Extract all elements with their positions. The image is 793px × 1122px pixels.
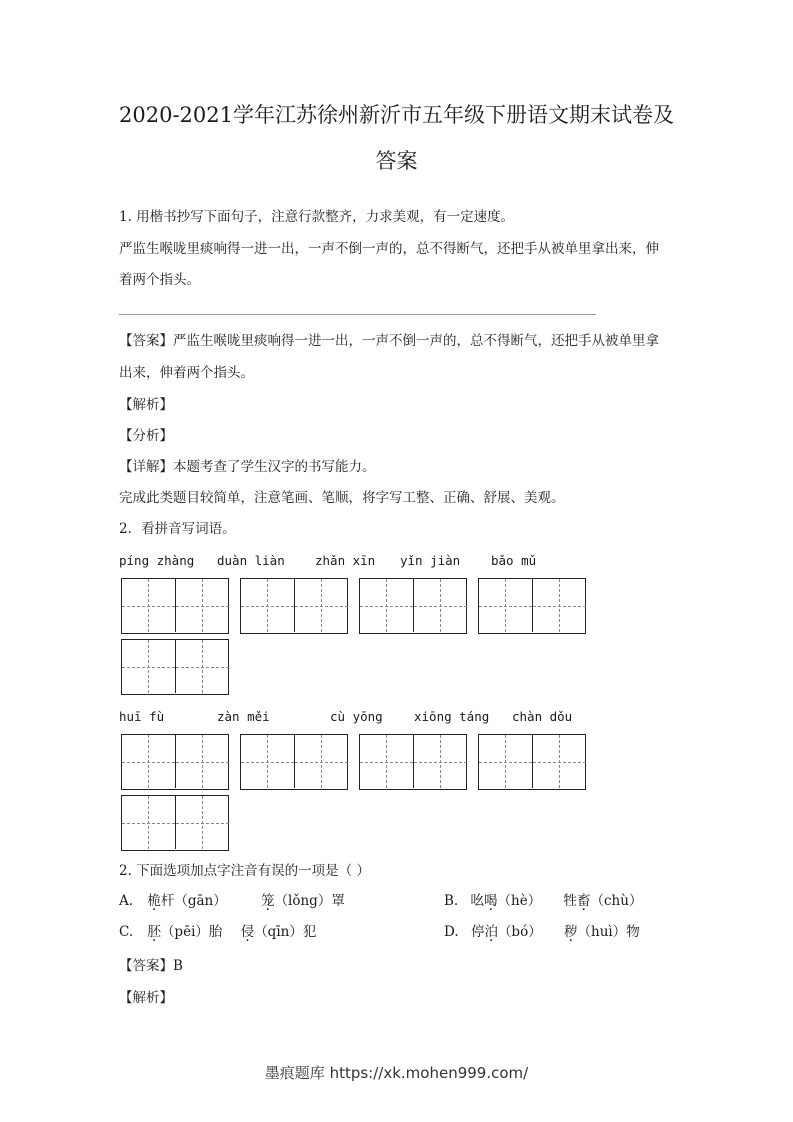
- tianzige-box[interactable]: [359, 578, 467, 634]
- pinyin-label: zàn měi: [217, 709, 270, 724]
- pinyin-label: yǐn jiàn: [400, 553, 461, 568]
- q1-sentence-line-2: 着两个指头。: [119, 272, 200, 288]
- tianzige-box[interactable]: [121, 578, 229, 634]
- tianzige-box[interactable]: [478, 578, 586, 634]
- answer-writing-line: [119, 314, 596, 315]
- q1-answer-line-2: 出来，伸着两个指头。: [119, 365, 254, 381]
- option-c: C. 胚（pēi）胎 侵（qīn）犯: [119, 924, 317, 940]
- q2-prompt: 2．看拼音写词语。: [119, 521, 236, 537]
- q3-answer: 【答案】B: [119, 958, 183, 974]
- tianzige-box[interactable]: [240, 734, 348, 790]
- pinyin-label: huī fù: [119, 709, 165, 724]
- footer-watermark: 墨痕题库 https://xk.mohen999.com/: [264, 1064, 529, 1082]
- page-title: [90, 92, 703, 184]
- tianzige-box[interactable]: [121, 639, 229, 695]
- q3-jiexi: 【解析】: [119, 990, 173, 1006]
- q1-fenxi: 【分析】: [119, 428, 173, 444]
- q1-note: 完成此类题目较简单，注意笔画、笔顺，将字写工整、正确、舒展、美观。: [119, 490, 565, 506]
- pinyin-label: duàn liàn: [217, 553, 285, 568]
- title-line-1: 2020-2021学年江苏徐州新沂市五年级下册语文期末试卷及: [119, 103, 674, 127]
- tianzige-box[interactable]: [359, 734, 467, 790]
- pinyin-label: píng zhàng: [119, 553, 195, 568]
- pinyin-label: cù yōng: [330, 709, 383, 724]
- pinyin-label: chàn dǒu: [512, 709, 573, 724]
- pinyin-label: zhǎn xīn: [315, 553, 376, 568]
- tianzige-box[interactable]: [240, 578, 348, 634]
- q1-prompt: 1. 用楷书抄写下面句子，注意行款整齐，力求美观，有一定速度。: [119, 209, 515, 225]
- q1-xiangjie: 【详解】本题考查了学生汉字的书写能力。: [119, 459, 376, 475]
- option-d: D. 停泊（bó） 秽（huì）物: [444, 924, 640, 940]
- option-a: A. 桅杆（gān） 笼（lǒng）罩: [119, 893, 345, 909]
- title-line-2: 答案: [375, 149, 418, 173]
- q1-answer-line-1: 【答案】严监生喉咙里痰响得一进一出，一声不倒一声的，总不得断气，还把手从被单里拿: [119, 333, 659, 349]
- q1-sentence-line-1: 严监生喉咙里痰响得一进一出，一声不倒一声的，总不得断气，还把手从被单里拿出来，伸: [119, 241, 659, 257]
- tianzige-box[interactable]: [121, 795, 229, 851]
- option-b: B. 吆喝（hè） 牲畜（chù）: [444, 893, 643, 909]
- q3-prompt: 2. 下面选项加点字注音有误的一项是（ ）: [119, 863, 370, 879]
- tianzige-box[interactable]: [478, 734, 586, 790]
- q1-jiexi: 【解析】: [119, 397, 173, 413]
- tianzige-box[interactable]: [121, 734, 229, 790]
- pinyin-label: xiōng táng: [414, 709, 490, 724]
- pinyin-label: bǎo mǔ: [491, 553, 537, 568]
